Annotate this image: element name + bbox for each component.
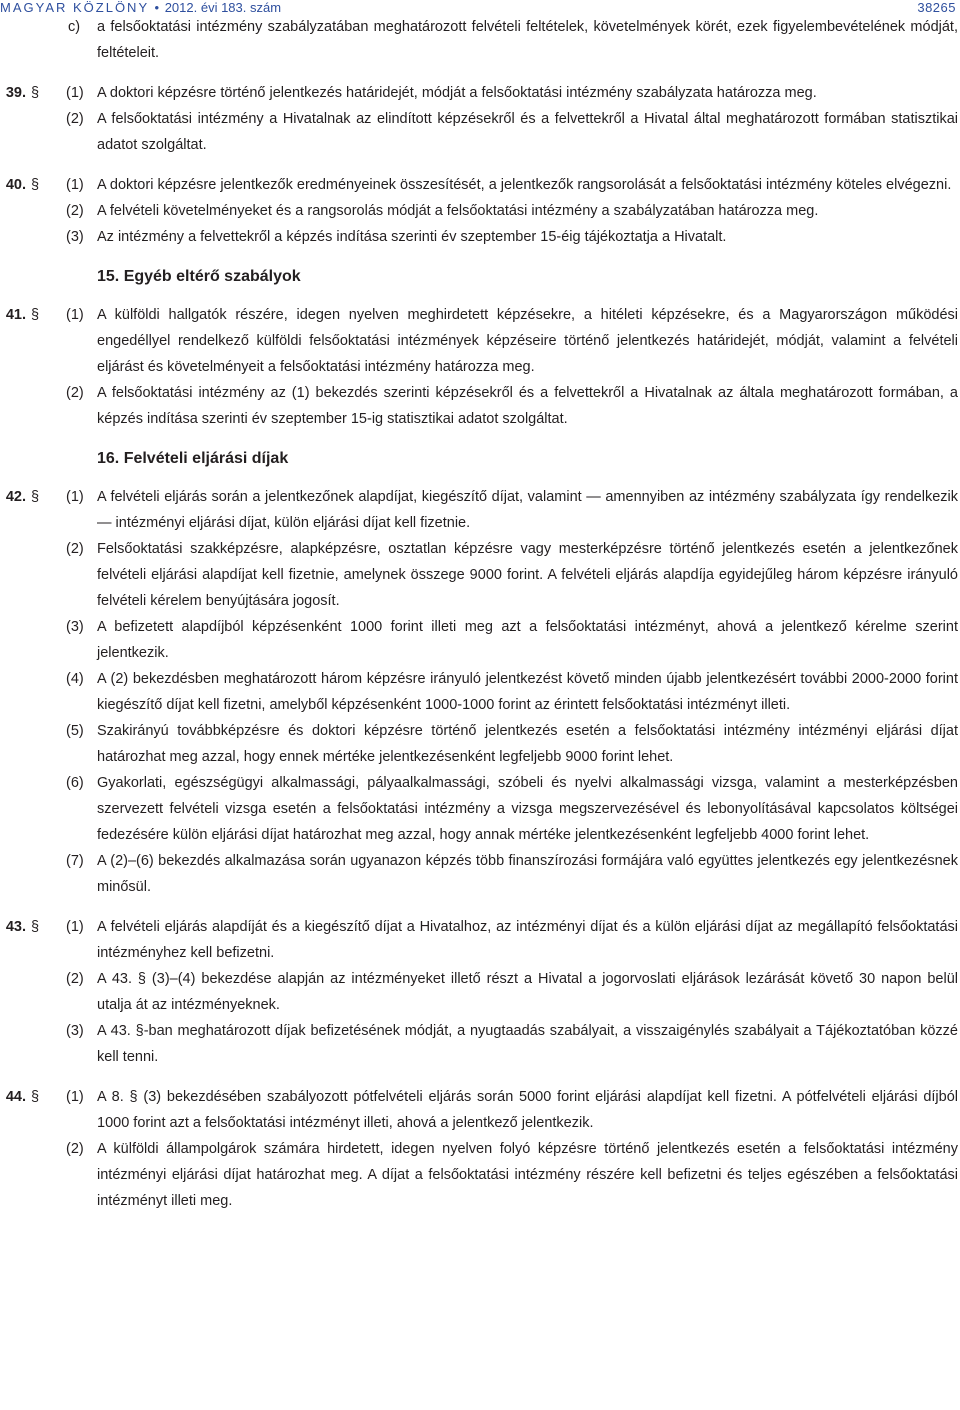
article-number: 41. xyxy=(5,307,26,323)
paragraph xyxy=(0,848,960,900)
paragraph-number: (1) xyxy=(66,307,84,323)
paragraph xyxy=(0,198,960,224)
article-number: 42. xyxy=(5,489,26,505)
paragraph-number: (1) xyxy=(66,85,84,101)
paragraph xyxy=(0,718,960,770)
paragraph xyxy=(0,224,960,250)
paragraph-number: (2) xyxy=(66,541,84,557)
paragraph xyxy=(0,1018,960,1070)
paragraph-number: (7) xyxy=(66,853,84,869)
section-sign: § xyxy=(31,177,40,193)
paragraph-number: (2) xyxy=(66,385,84,401)
paragraph xyxy=(0,80,960,106)
paragraph xyxy=(0,302,960,380)
paragraph-number: (3) xyxy=(66,229,84,245)
paragraph-number: (2) xyxy=(66,971,84,987)
paragraph xyxy=(0,1084,960,1136)
paragraph-number: (5) xyxy=(66,723,84,739)
paragraph-text: A befizetett alapdíjból képzésenként 1000 forint illeti meg azt a felsőoktatási intézményt, ahová a jelentkező kérelme szerint jelentkezik. xyxy=(97,619,958,661)
item-text: a felsőoktatási intézmény szabályzatában meghatározott felvételi feltételek, követelmények körét, ezek figyelembevételének módját, feltételeit. xyxy=(97,19,958,61)
article-40 xyxy=(0,172,960,250)
paragraph-text: Az intézmény a felvettekről a képzés indítása szerinti év szeptember 15-éig tájékoztatja a Hivatalt. xyxy=(97,229,727,245)
paragraph-text: Felsőoktatási szakképzésre, alapképzésre, osztatlan képzésre vagy mesterképzésre történő jelentkezés esetén a jelentkezőnek felvételi eljárási alapdíjat kell fizetnie, amelynek összege 9000 forint. A felvételi eljárás alapdíja egyidejűleg három képzésre irányuló felvételi kérelem benyújtására jogosít. xyxy=(97,541,958,609)
paragraph xyxy=(0,914,960,966)
paragraph-text: A 43. §-ban meghatározott díjak befizetésének módját, a nyugtaadás szabályait, a visszaigénylés szabályait a Tájékoztatóban közzé kell tenni. xyxy=(97,1023,958,1065)
article-number: 40. xyxy=(5,177,26,193)
paragraph-number: (1) xyxy=(66,489,84,505)
paragraph-number: (3) xyxy=(66,619,84,635)
section-sign: § xyxy=(31,307,40,323)
paragraph-text: A felvételi követelményeket és a rangsorolás módját a felsőoktatási intézmény a szabályzatában határozza meg. xyxy=(97,203,819,219)
section-heading-15: 15. Egyéb eltérő szabályok xyxy=(97,268,301,285)
article-number: 44. xyxy=(5,1089,26,1105)
paragraph-number: (3) xyxy=(66,1023,84,1039)
paragraph xyxy=(0,172,960,198)
publication-title: MAGYAR KÖZLÖNY xyxy=(0,0,149,15)
section-sign: § xyxy=(31,489,40,505)
article-41 xyxy=(0,302,960,432)
paragraph xyxy=(0,1136,960,1214)
paragraph-text: A külföldi hallgatók részére, idegen nyelven meghirdetett képzésekre, a hitéleti képzésekre, és a Magyarországon működési engedéllyel rendelkező külföldi felsőoktatási intézmények képzéseire történő jelentkezés határidejét, módját, valamint a felvételi eljárást és követelményeit a felsőoktatási intézmény határozza meg. xyxy=(97,307,958,375)
paragraph-number: (1) xyxy=(66,177,84,193)
list-item xyxy=(0,14,960,66)
paragraph-text: A (2) bekezdésben meghatározott három képzésre irányuló jelentkezést követő minden újabb jelentkezésért további 2000-2000 forint kiegészítő díjat kell fizetni, amelyből képzésenként 1000-1000 forint az érintett felsőoktatási intézményt illeti. xyxy=(97,671,958,713)
paragraph-text: A felvételi eljárás során a jelentkezőnek alapdíjat, kiegészítő díjat, valamint — amennyiben az intézmény szabályzata így rendelkezik — intézményi eljárási díjat, külön eljárási díjat kell fizetnie. xyxy=(97,489,958,531)
paragraph xyxy=(0,106,960,158)
document-body xyxy=(0,14,960,1214)
paragraph xyxy=(0,666,960,718)
article-42 xyxy=(0,484,960,900)
paragraph xyxy=(0,614,960,666)
item-c-block xyxy=(0,14,960,66)
paragraph-number: (2) xyxy=(66,203,84,219)
article-44 xyxy=(0,1084,960,1214)
paragraph xyxy=(0,966,960,1018)
paragraph-text: A 43. § (3)–(4) bekezdése alapján az intézményeket illető részt a Hivatal a jogorvoslati eljárások lezárását követő 30 napon belül utalja át az intézményeknek. xyxy=(97,971,958,1013)
paragraph-text: A 8. § (3) bekezdésében szabályozott pótfelvételi eljárás során 5000 forint eljárási alapdíjat kell fizetni. A pótfelvételi eljárási díjból 1000 forint azt a felsőoktatási intézményt illeti, ahová a jelentkező jelentkezik. xyxy=(97,1089,958,1131)
article-number: 43. xyxy=(5,919,26,935)
paragraph xyxy=(0,380,960,432)
paragraph-text: A felsőoktatási intézmény az (1) bekezdés szerinti képzésekről és a felvettekről a Hivatalnak az általa meghatározott formában, a képzés indítása szerinti év szeptember 15-ig statisztikai adatot szolgáltat. xyxy=(97,385,958,427)
paragraph-number: (6) xyxy=(66,775,84,791)
article-39 xyxy=(0,80,960,158)
section-sign: § xyxy=(31,1089,40,1105)
section-sign: § xyxy=(31,919,40,935)
paragraph-text: A külföldi állampolgárok számára hirdetett, idegen nyelven folyó képzésre történő jelentkezés esetén a felsőoktatási intézmény intézményi eljárási díjat határozhat meg. A díjat a felsőoktatási intézmény részére kell befizetni és teljes egészében a felsőoktatási intézményt illeti meg. xyxy=(97,1141,958,1209)
paragraph xyxy=(0,536,960,614)
paragraph-text: Szakirányú továbbképzésre és doktori képzésre történő jelentkezés esetén a felsőoktatási intézmény intézményi eljárási díjat határozhat meg azzal, hogy ennek mértéke jelentkezésenként legfeljebb 9000 forint lehet. xyxy=(97,723,958,765)
paragraph-text: A doktori képzésre történő jelentkezés határidejét, módját a felsőoktatási intézmény szabályzata határozza meg. xyxy=(97,85,817,101)
paragraph xyxy=(0,484,960,536)
section-heading-16: 16. Felvételi eljárási díjak xyxy=(97,450,289,467)
article-number: 39. xyxy=(5,85,26,101)
paragraph-number: (2) xyxy=(66,1141,84,1157)
paragraph-number: (4) xyxy=(66,671,84,687)
paragraph-text: A (2)–(6) bekezdés alkalmazása során ugyanazon képzés több finanszírozási formájára való együttes jelentkezés egy jelentkezésnek minősül. xyxy=(97,853,958,895)
paragraph-number: (2) xyxy=(66,111,84,127)
paragraph-number: (1) xyxy=(66,919,84,935)
issue-number: 2012. évi 183. szám xyxy=(164,0,282,15)
paragraph-text: Gyakorlati, egészségügyi alkalmassági, pályaalkalmassági, szóbeli és nyelvi alkalmassági vizsga, valamint a mesterképzésben szervezett felvételi vizsga esetén a felsőoktatási intézmény a vizsga megszervezésével és lebonyolításával kapcsolatos költségei fedezésére külön eljárási díjat határozhat meg azzal, hogy annak mértéke jelentkezésenként legfeljebb 4000 forint lehet. xyxy=(97,775,958,843)
header-bullet: • xyxy=(154,0,160,15)
section-sign: § xyxy=(31,85,40,101)
paragraph xyxy=(0,770,960,848)
paragraph-text: A felvételi eljárás alapdíját és a kiegészítő díjat a Hivatalhoz, az intézményi díjat és a külön eljárási díjat az megállapító felsőoktatási intézményhez kell befizetni. xyxy=(97,919,958,961)
paragraph-text: A felsőoktatási intézmény a Hivatalnak az elindított képzésekről és a felvettekről a Hivatal által meghatározott formában statisztikai adatot szolgáltat. xyxy=(97,111,958,153)
item-label: c) xyxy=(68,19,81,35)
paragraph-text: A doktori képzésre jelentkezők eredményeinek összesítését, a jelentkezők rangsorolását a felsőoktatási intézmény köteles elvégezni. xyxy=(97,177,952,193)
paragraph-number: (1) xyxy=(66,1089,84,1105)
article-43 xyxy=(0,914,960,1070)
page-number: 38265 xyxy=(917,0,956,15)
